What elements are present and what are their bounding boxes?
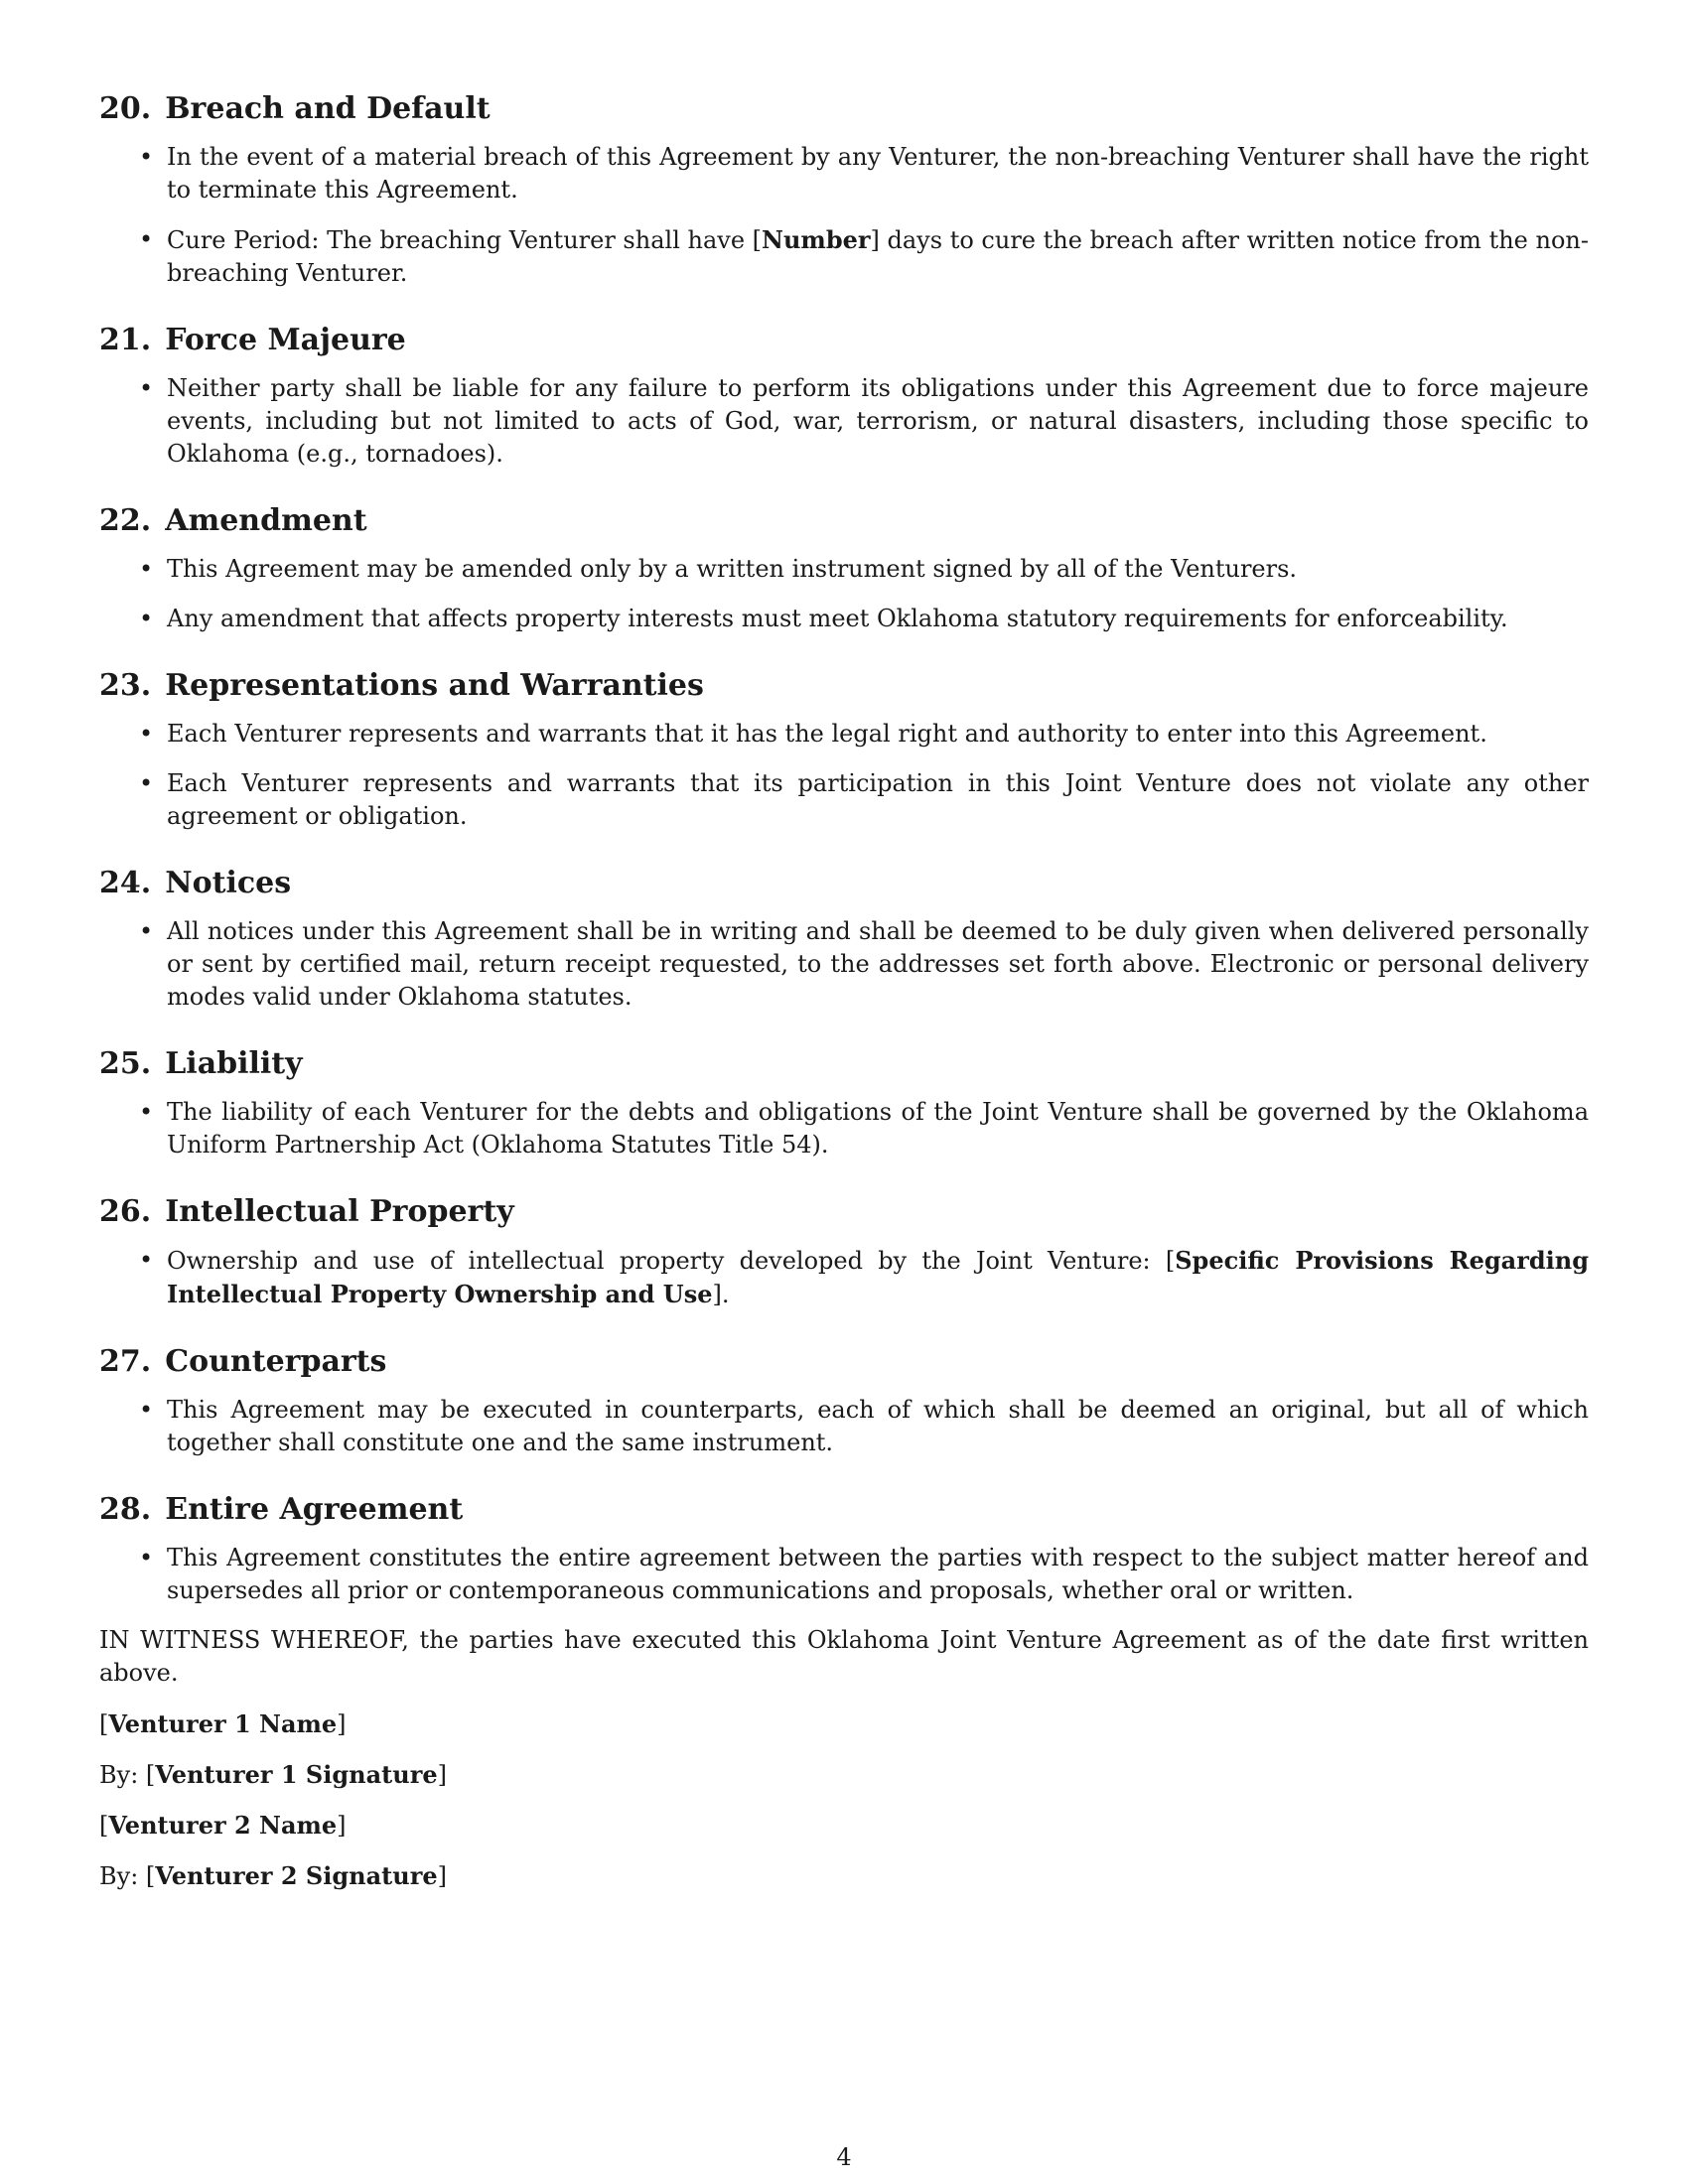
section-number: 27. — [99, 1344, 152, 1379]
page-number: 4 — [836, 2143, 852, 2171]
by-label: By: — [99, 1761, 139, 1789]
section-title: Amendment — [165, 503, 367, 538]
placeholder-number: Number — [762, 225, 871, 254]
section-number: 26. — [99, 1194, 152, 1229]
section-title: Counterparts — [165, 1344, 387, 1379]
bullet-list — [99, 718, 1589, 833]
section-title: Liability — [165, 1046, 303, 1081]
list-item — [99, 1244, 1589, 1311]
by-label: By: — [99, 1862, 139, 1890]
bullet-icon: • — [139, 1246, 154, 1274]
list-item — [99, 718, 1589, 751]
venturer-1-signature-placeholder: Venturer 1 Signature — [155, 1760, 438, 1789]
list-item-text: The liability of each Venturer for the debts and obligations of the Joint Venture shall be governed by the Oklahoma Uniform Partnership Act (Oklahoma Statutes Title 54). — [167, 1098, 1589, 1159]
section-title: Representations and Warranties — [165, 668, 704, 703]
section-heading — [99, 89, 1589, 129]
bullet-list — [99, 1394, 1589, 1459]
section-heading — [99, 321, 1589, 360]
bullet-list — [99, 553, 1589, 635]
list-item-text: This Agreement may be amended only by a written instrument signed by all of the Venturers. — [167, 555, 1298, 583]
bullet-icon: • — [139, 1098, 154, 1126]
section-entire-agreement — [99, 1490, 1589, 1607]
section-notices — [99, 864, 1589, 1014]
bullet-icon: • — [139, 605, 154, 632]
list-item — [99, 603, 1589, 635]
bullet-list — [99, 1244, 1589, 1311]
list-item-text-after: ] days to cure the breach after written notice from the non-breaching Venturer. — [167, 226, 1589, 287]
bullet-icon: • — [139, 720, 154, 748]
bullet-icon: • — [139, 1396, 154, 1424]
section-number: 22. — [99, 503, 152, 538]
section-title: Entire Agreement — [165, 1492, 464, 1527]
section-number: 21. — [99, 323, 152, 357]
list-item — [99, 1394, 1589, 1459]
section-force-majeure — [99, 321, 1589, 471]
document-page — [99, 89, 1589, 1910]
venturer-1-name-placeholder: Venturer 1 Name — [108, 1709, 338, 1738]
list-item-text: Neither party shall be liable for any failure to perform its obligations under this Agreement due to force majeure events, including but not limited to acts of God, war, terrorism, or natural disasters, including those specific to Oklahoma (e.g., tornadoes). — [167, 374, 1589, 468]
witness-clause: IN WITNESS WHEREOF, the parties have executed this Oklahoma Joint Venture Agreement as of the date first written above. — [99, 1626, 1589, 1687]
section-heading — [99, 1192, 1589, 1232]
section-heading — [99, 864, 1589, 903]
section-breach-and-default — [99, 89, 1589, 290]
section-intellectual-property — [99, 1192, 1589, 1311]
bullet-list — [99, 1096, 1589, 1161]
section-number: 24. — [99, 866, 152, 900]
section-heading — [99, 1044, 1589, 1084]
section-heading — [99, 1342, 1589, 1382]
section-heading — [99, 666, 1589, 706]
list-item-text: This Agreement constitutes the entire agreement between the parties with respect to the subject matter hereof and supersedes all prior or contemporaneous communications and proposals, whether oral or written. — [167, 1544, 1589, 1604]
bullet-icon: • — [139, 1544, 154, 1571]
list-item-text: Any amendment that affects property interests must meet Oklahoma statutory requirements for enforceability. — [167, 605, 1508, 632]
venturer-2-name-line: [Venturer 2 Name] — [99, 1811, 347, 1840]
section-title: Breach and Default — [165, 91, 491, 126]
bullet-icon: • — [139, 917, 154, 945]
bullet-icon: • — [139, 769, 154, 797]
placeholder-ip-provisions: Specific Provisions Regarding Intellectual Property Ownership and Use — [167, 1246, 1589, 1308]
venturer-1-signature-line: By: [Venturer 1 Signature] — [99, 1760, 447, 1789]
section-amendment — [99, 501, 1589, 635]
list-item-text-before: Ownership and use of intellectual property developed by the Joint Venture: [ — [167, 1247, 1176, 1275]
bullet-list — [99, 141, 1589, 290]
list-item — [99, 767, 1589, 833]
bullet-icon: • — [139, 143, 154, 171]
section-heading — [99, 1490, 1589, 1530]
list-item — [99, 223, 1589, 290]
section-title: Notices — [165, 866, 292, 900]
venturer-2-signature-placeholder: Venturer 2 Signature — [155, 1861, 438, 1890]
section-number: 28. — [99, 1492, 152, 1527]
section-liability — [99, 1044, 1589, 1161]
list-item-text: All notices under this Agreement shall be in writing and shall be deemed to be duly given when delivered personally or sent by certified mail, return receipt requested, to the addresses set forth above. Electronic or personal delivery modes valid under Oklahoma statutes. — [167, 917, 1589, 1011]
list-item-text: Each Venturer represents and warrants that it has the legal right and authority to enter into this Agreement. — [167, 720, 1487, 748]
venturer-2-signature-line: By: [Venturer 2 Signature] — [99, 1861, 447, 1890]
section-number: 23. — [99, 668, 152, 703]
venturer-2-name-placeholder: Venturer 2 Name — [108, 1811, 338, 1840]
list-item — [99, 141, 1589, 206]
section-title: Force Majeure — [165, 323, 406, 357]
venturer-1-name-line: [Venturer 1 Name] — [99, 1709, 347, 1738]
list-item — [99, 553, 1589, 586]
section-number: 20. — [99, 91, 152, 126]
list-item-text: In the event of a material breach of this Agreement by any Venturer, the non-breaching Venturer shall have the right to terminate this Agreement. — [167, 143, 1589, 204]
section-heading — [99, 501, 1589, 541]
list-item-text-after: ]. — [712, 1281, 730, 1308]
section-number: 25. — [99, 1046, 152, 1081]
list-item-text: Each Venturer represents and warrants that its participation in this Joint Venture does not violate any other agreement or obligation. — [167, 769, 1589, 830]
list-item — [99, 1542, 1589, 1607]
bullet-icon: • — [139, 374, 154, 402]
bullet-icon: • — [139, 225, 154, 253]
section-title: Intellectual Property — [165, 1194, 514, 1229]
list-item-text-before: Cure Period: The breaching Venturer shall have [ — [167, 226, 763, 254]
bullet-icon: • — [139, 555, 154, 583]
section-representations-and-warranties — [99, 666, 1589, 833]
bullet-list — [99, 372, 1589, 471]
list-item — [99, 915, 1589, 1014]
section-counterparts — [99, 1342, 1589, 1459]
list-item — [99, 372, 1589, 471]
list-item — [99, 1096, 1589, 1161]
bullet-list — [99, 1542, 1589, 1607]
list-item-text: This Agreement may be executed in counterparts, each of which shall be deemed an original, but all of which together shall constitute one and the same instrument. — [167, 1396, 1589, 1456]
bullet-list — [99, 915, 1589, 1014]
